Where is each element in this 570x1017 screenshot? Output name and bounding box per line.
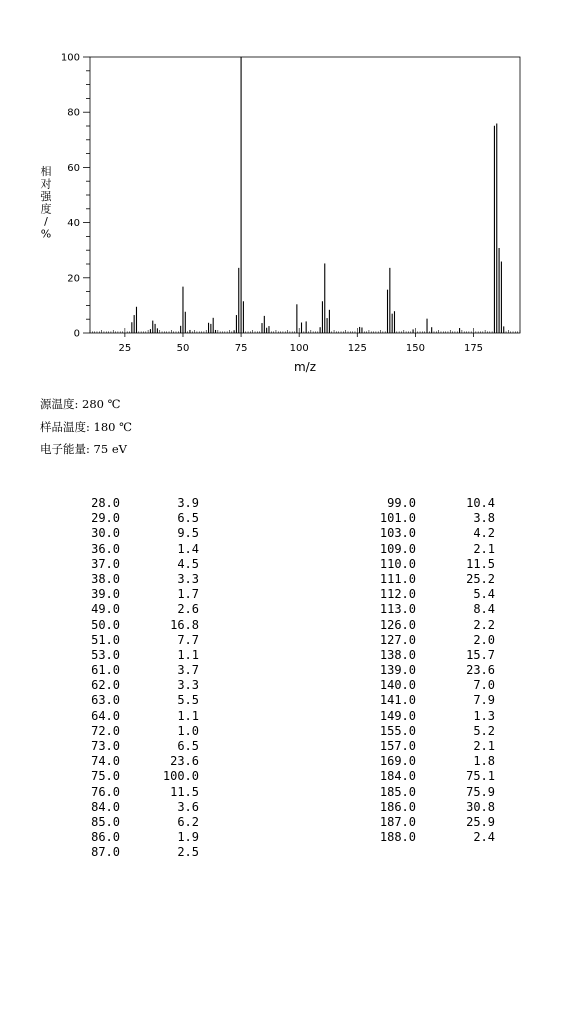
peak-intensity: 1.0 bbox=[177, 723, 199, 738]
peak-intensity: 75.9 bbox=[466, 784, 495, 799]
peak-intensity: 9.5 bbox=[177, 526, 199, 541]
peak-mz: 110.0 bbox=[379, 556, 416, 571]
plot-area-frame bbox=[90, 57, 520, 333]
peak-intensity: 7.0 bbox=[473, 678, 495, 693]
peak-row bbox=[0, 800, 570, 815]
peak-row bbox=[0, 724, 570, 739]
peak-intensity: 3.7 bbox=[177, 663, 199, 678]
peak-intensity: 6.5 bbox=[177, 739, 199, 753]
peak-mz: 140.0 bbox=[379, 678, 416, 693]
sample-temperature-value: 180 ℃ bbox=[93, 420, 133, 434]
peak-mz: 138.0 bbox=[379, 647, 416, 662]
x-tick-label: 50 bbox=[176, 343, 190, 354]
peak-intensity: 1.4 bbox=[177, 541, 199, 556]
source-temperature-label: 源温度: bbox=[40, 397, 79, 411]
peak-intensity: 1.7 bbox=[177, 587, 199, 602]
peak-mz: 73.0 bbox=[91, 739, 120, 753]
peak-intensity: 5.4 bbox=[473, 587, 495, 602]
peak-mz: 85.0 bbox=[91, 814, 120, 829]
peak-mz: 37.0 bbox=[91, 556, 120, 571]
peak-mz: 155.0 bbox=[379, 723, 416, 738]
peak-mz: 72.0 bbox=[91, 723, 120, 738]
peak-row bbox=[0, 648, 570, 663]
peak-mz: 64.0 bbox=[91, 708, 120, 723]
peak-mz: 127.0 bbox=[379, 632, 416, 647]
peak-row bbox=[0, 830, 570, 845]
peak-mz: 111.0 bbox=[379, 571, 416, 586]
peak-intensity: 3.3 bbox=[177, 678, 199, 693]
peak-intensity: 2.0 bbox=[473, 632, 495, 647]
peak-intensity: 6.5 bbox=[177, 511, 199, 526]
peak-mz: 36.0 bbox=[91, 541, 120, 556]
peak-row bbox=[0, 542, 570, 557]
peak-intensity: 7.9 bbox=[473, 693, 495, 708]
peak-intensity: 2.1 bbox=[473, 739, 495, 753]
peak-intensity: 10.4 bbox=[466, 496, 495, 510]
peak-intensity: 2.6 bbox=[177, 602, 199, 617]
x-axis-label: m/z bbox=[293, 360, 317, 374]
peak-row bbox=[0, 633, 570, 648]
peak-intensity: 1.9 bbox=[177, 830, 199, 845]
peak-intensity: 25.2 bbox=[466, 571, 495, 586]
y-tick-label: 0 bbox=[73, 328, 80, 340]
y-axis-label: 相对强度/ % bbox=[40, 165, 52, 241]
peak-intensity: 23.6 bbox=[170, 754, 199, 769]
y-tick-label: 100 bbox=[60, 52, 80, 64]
x-tick-label: 75 bbox=[234, 343, 248, 354]
peak-mz: 50.0 bbox=[91, 617, 120, 632]
peak-mz: 103.0 bbox=[379, 526, 416, 541]
peak-intensity: 2.5 bbox=[177, 845, 199, 860]
peak-intensity: 11.5 bbox=[170, 784, 199, 799]
x-tick-label: 175 bbox=[463, 343, 484, 354]
peak-mz: 49.0 bbox=[91, 602, 120, 617]
peak-intensity: 1.1 bbox=[177, 647, 199, 662]
peak-mz: 62.0 bbox=[91, 678, 120, 693]
peak-mz: 87.0 bbox=[91, 845, 120, 860]
peak-row bbox=[0, 526, 570, 541]
peak-row bbox=[0, 496, 570, 511]
peak-row bbox=[0, 785, 570, 800]
peak-intensity: 3.8 bbox=[473, 511, 495, 526]
peak-row bbox=[0, 557, 570, 572]
peak-mz: 112.0 bbox=[379, 587, 416, 602]
peak-intensity: 15.7 bbox=[466, 647, 495, 662]
peak-mz: 38.0 bbox=[91, 571, 120, 586]
peak-row bbox=[0, 845, 260, 860]
peak-mz: 76.0 bbox=[91, 784, 120, 799]
peak-row bbox=[0, 587, 570, 602]
peak-row bbox=[0, 754, 570, 769]
peak-mz: 187.0 bbox=[379, 814, 416, 829]
sample-temperature bbox=[40, 419, 132, 435]
peak-intensity: 8.4 bbox=[473, 602, 495, 617]
peak-mz: 75.0 bbox=[91, 769, 120, 784]
peak-row bbox=[0, 693, 570, 708]
peak-intensity: 3.6 bbox=[177, 799, 199, 814]
peak-row bbox=[0, 511, 570, 526]
peak-intensity: 1.1 bbox=[177, 708, 199, 723]
peak-mz: 53.0 bbox=[91, 647, 120, 662]
peak-mz: 74.0 bbox=[91, 754, 120, 769]
peak-mz: 99.0 bbox=[387, 496, 416, 510]
y-tick-label: 80 bbox=[67, 107, 80, 119]
peak-mz: 185.0 bbox=[379, 784, 416, 799]
peak-mz: 139.0 bbox=[379, 663, 416, 678]
peak-intensity: 5.2 bbox=[473, 723, 495, 738]
peak-row bbox=[0, 663, 570, 678]
peak-intensity: 30.8 bbox=[466, 799, 495, 814]
source-temperature-value: 280 ℃ bbox=[82, 397, 121, 411]
peak-mz: 188.0 bbox=[379, 830, 416, 845]
peak-intensity: 11.5 bbox=[466, 556, 495, 571]
peak-mz: 157.0 bbox=[379, 739, 416, 753]
peak-row bbox=[0, 769, 570, 784]
peak-mz: 109.0 bbox=[379, 541, 416, 556]
peak-mz: 84.0 bbox=[91, 799, 120, 814]
peak-mz: 141.0 bbox=[379, 693, 416, 708]
source-temperature bbox=[40, 396, 121, 412]
peak-mz: 126.0 bbox=[379, 617, 416, 632]
y-tick-label: 20 bbox=[67, 273, 80, 285]
peak-intensity: 100.0 bbox=[162, 769, 199, 784]
peak-mz: 63.0 bbox=[91, 693, 120, 708]
peak-row bbox=[0, 739, 570, 754]
peak-mz: 113.0 bbox=[379, 602, 416, 617]
peak-intensity: 23.6 bbox=[466, 663, 495, 678]
peak-intensity: 16.8 bbox=[170, 617, 199, 632]
peak-intensity: 4.5 bbox=[177, 556, 199, 571]
peak-mz: 86.0 bbox=[91, 830, 120, 845]
peak-row bbox=[0, 602, 570, 617]
peak-mz: 39.0 bbox=[91, 587, 120, 602]
electron-energy-value: 75 eV bbox=[93, 442, 127, 456]
peak-mz: 169.0 bbox=[379, 754, 416, 769]
peak-row bbox=[0, 709, 570, 724]
peak-intensity: 2.2 bbox=[473, 617, 495, 632]
peak-mz: 149.0 bbox=[379, 708, 416, 723]
y-tick-label: 40 bbox=[67, 218, 80, 230]
peak-mz: 184.0 bbox=[379, 769, 416, 784]
peak-mz: 29.0 bbox=[91, 511, 120, 526]
peak-intensity: 3.3 bbox=[177, 571, 199, 586]
peak-row bbox=[0, 678, 570, 693]
x-tick-label: 25 bbox=[118, 343, 132, 354]
y-tick-label: 60 bbox=[67, 162, 80, 174]
peak-table-right bbox=[0, 496, 570, 845]
peak-intensity: 6.2 bbox=[177, 814, 199, 829]
peak-row bbox=[0, 815, 570, 830]
peak-mz: 30.0 bbox=[91, 526, 120, 541]
peak-mz: 51.0 bbox=[91, 632, 120, 647]
peak-mz: 186.0 bbox=[379, 799, 416, 814]
x-tick-label: 100 bbox=[289, 343, 309, 354]
peak-intensity: 25.9 bbox=[466, 814, 495, 829]
peak-intensity: 1.8 bbox=[473, 754, 495, 769]
peak-row bbox=[0, 572, 570, 587]
peak-mz: 61.0 bbox=[91, 663, 120, 678]
peak-intensity: 2.1 bbox=[473, 541, 495, 556]
sample-temperature-label: 样品温度: bbox=[40, 420, 90, 434]
peak-mz: 101.0 bbox=[379, 511, 416, 526]
peak-intensity: 4.2 bbox=[473, 526, 495, 541]
peak-intensity: 3.9 bbox=[177, 496, 199, 510]
peak-intensity: 1.3 bbox=[473, 708, 495, 723]
peak-intensity: 7.7 bbox=[177, 632, 199, 647]
electron-energy-label: 电子能量: bbox=[40, 442, 90, 456]
x-tick-label: 125 bbox=[347, 343, 367, 354]
electron-energy bbox=[40, 441, 127, 457]
peak-mz: 28.0 bbox=[91, 496, 120, 510]
mass-spectrum-chart bbox=[0, 0, 570, 380]
peak-intensity: 75.1 bbox=[466, 769, 495, 784]
peak-row bbox=[0, 618, 570, 633]
peak-intensity: 2.4 bbox=[473, 830, 495, 845]
x-tick-label: 150 bbox=[405, 343, 425, 354]
peak-intensity: 5.5 bbox=[177, 693, 199, 708]
